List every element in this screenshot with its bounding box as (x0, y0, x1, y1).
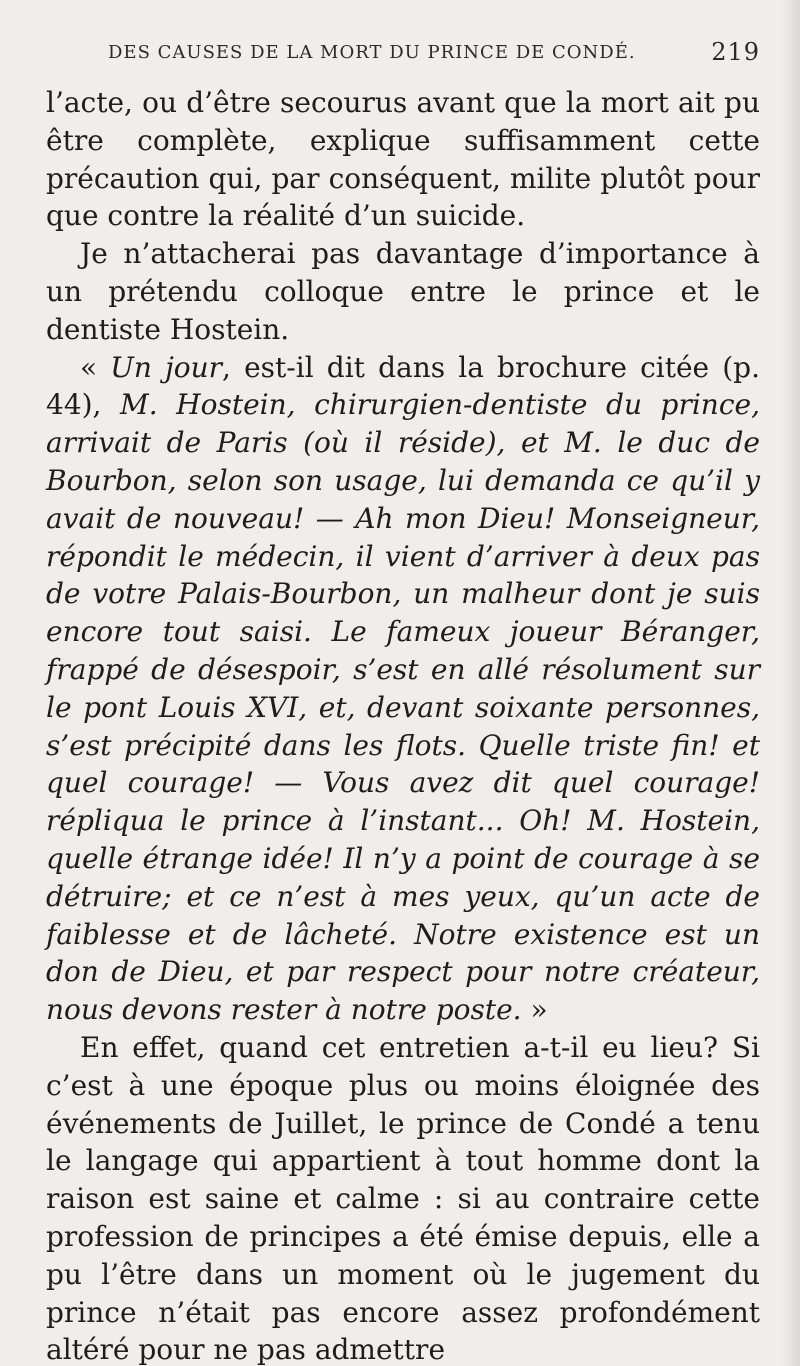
page-edge-shadow (782, 0, 800, 1366)
paragraph-4: En effet, quand cet entretien a-t-il eu lieu? Si c’est à une époque plus ou moins éloignée des événements de Juillet, le prince de Condé a tenu le langage qui appartient à tout homme dont la raison est saine et calme : si au contraire cette profession de principes a été émise depuis, elle a pu l’être dans un moment où le jugement du prince n’était pas encore assez profondément altéré pour ne pas admettre (46, 1030, 760, 1366)
quoted-dialogue: M. Hostein, chirurgien-dentiste du prince, arrivait de Paris (où il réside), et M. le duc de Bourbon, selon son usage, lui demanda ce qu’il y avait de nouveau! — Ah mon Dieu! Monseigneur, répondit le médecin, il vient d’arriver à deux pas de votre Palais-Bourbon, un malheur dont je suis encore tout saisi. Le fameux joueur Béranger, frappé de désespoir, s’est en allé résolument sur le pont Louis XVI, et, devant soixante personnes, s’est précipité dans les flots. Quelle triste fin! et quel courage! — Vous avez dit quel courage! répliqua le prince à l’instant... Oh! M. Hostein, quelle étrange idée! Il n’y a point de courage à se détruire; et ce n’est à mes yeux, qu’un acte de faiblesse et de lâcheté. Notre existence est un don de Dieu, et par respect pour notre créateur, nous devons rester à notre poste. (46, 388, 760, 1027)
quote-lead: Un jour (110, 350, 223, 384)
paragraph-3-quote (46, 349, 760, 1029)
page-number: 219 (711, 38, 760, 66)
running-title: DES CAUSES DE LA MORT DU PRINCE DE CONDÉ. (108, 42, 636, 63)
paragraph-1: l’acte, ou d’être secourus avant que la mort ait pu être complète, explique suffisamment cette précaution qui, par conséquent, milite plutôt pour que contre la réalité d’un suicide. (46, 86, 760, 233)
quote-close: » (521, 993, 548, 1027)
body-text (46, 84, 760, 1366)
page-header (108, 38, 760, 74)
paragraph-2: Je n’attacherai pas davantage d’importance à un prétendu colloque entre le prince et le dentiste Hostein. (46, 237, 760, 346)
citation-note: , est-il dit dans la brochure citée (p. 44), (46, 350, 760, 422)
quote-open: « (80, 350, 111, 384)
